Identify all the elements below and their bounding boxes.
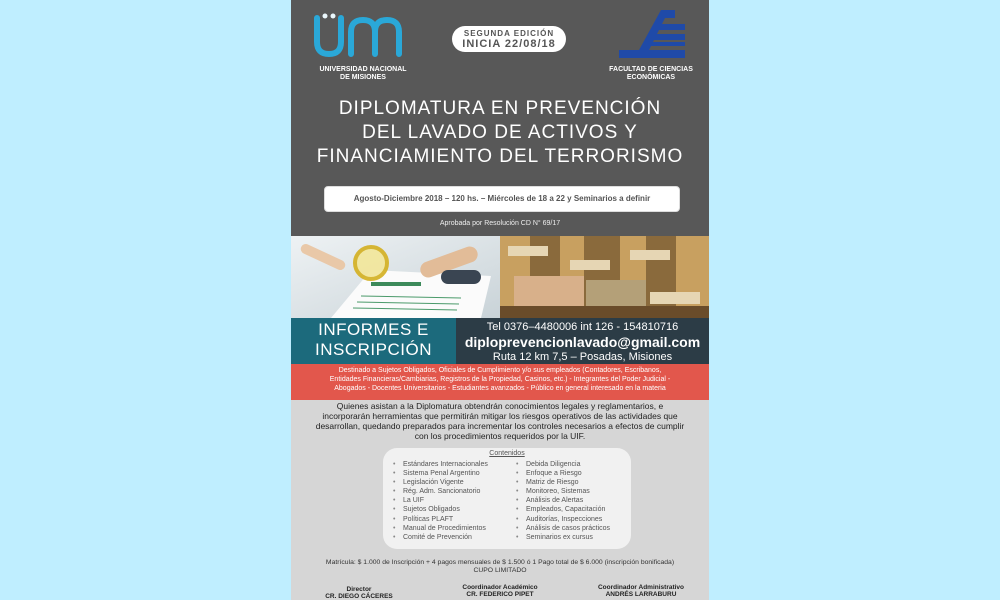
description-line-3: desarrollan, quedando preparados para incrementar los controles necesarios a efectos de cumplir: [315, 421, 685, 431]
contents-item: • Rég. Adm. Sancionatorio: [393, 488, 481, 496]
staff-role: Coordinador Administrativo: [597, 584, 685, 591]
contents-item-label: Debida Diligencia: [526, 461, 581, 468]
contents-item-label: Sistema Penal Argentino: [403, 470, 480, 478]
contact-info: [456, 320, 709, 364]
description-line-4: con los procedimientos requeridos por la UIF.: [414, 431, 586, 441]
title-line-2: DEL LAVADO DE ACTIVOS Y: [362, 122, 638, 143]
money-blocks-photo: [500, 236, 709, 318]
audience-line-1: Destinado a Sujetos Obligados, Oficiales de Cumplimiento y/o sus empleados (Contadores, Escribanos,: [338, 367, 662, 374]
contents-item: • Auditorías, Inspecciones: [516, 515, 603, 523]
contents-item-label: Sujetos Obligados: [403, 506, 460, 514]
contents-item-label: La UIF: [403, 497, 425, 505]
contents-item-label: Análisis de casos prácticos: [526, 524, 611, 532]
contents-item: • Legislación Vigente: [393, 479, 464, 487]
contents-item-label: Seminarios ex cursus: [526, 533, 593, 541]
contents-item: • Comité de Prevención: [393, 533, 472, 541]
academic-coordinator-credit: [440, 584, 560, 598]
contact-address: Ruta 12 km 7,5 – Posadas, Misiones: [492, 351, 673, 363]
description-line-2: incorporarán herramientas que permitirán mitigar los riesgos operativos de las actividades que: [322, 411, 678, 421]
audience-line-3: Abogados - Docentes Universitarios - Estudiantes avanzados - Público en general interesado en la materia: [334, 385, 666, 392]
contents-item-label: Matriz de Riesgo: [526, 479, 579, 487]
contact-phone: Tel 0376–4480006 int 126 - 154810716: [486, 321, 679, 333]
contents-item: • Manual de Procedimientos: [393, 524, 486, 532]
contents-item-label: Auditorías, Inspecciones: [526, 515, 603, 523]
contents-item: • Análisis de Alertas: [516, 497, 584, 505]
staff-name: CR. FEDERICO PIPET: [466, 591, 534, 598]
admin-coordinator-credit: [581, 584, 701, 598]
faculty-name: [599, 66, 703, 82]
contents-item: • Estándares Internacionales: [393, 461, 488, 468]
contents-item: • Sujetos Obligados: [393, 506, 460, 514]
program-description: [301, 401, 699, 441]
university-name: [313, 66, 413, 82]
fee-line: Matrícula: $ 1.000 de Inscripción + 4 pagos mensuales de $ 1.500 ó 1 Pago total de $ 6.000 (inscripción bonificada): [325, 559, 675, 566]
contents-item: • Análisis de casos prácticos: [516, 524, 611, 532]
contents-item-label: Enfoque a Riesgo: [526, 470, 582, 478]
informes-line-2: INSCRIPCIÓN: [315, 340, 432, 359]
poster: [291, 0, 709, 600]
contents-item-label: Estándares Internacionales: [403, 461, 488, 468]
title-line-1: DIPLOMATURA EN PREVENCIÓN: [338, 98, 662, 119]
fce-logo: [615, 6, 689, 66]
contents-item: • Monitoreo, Sistemas: [516, 488, 590, 496]
contents-item-label: Manual de Procedimientos: [403, 524, 486, 532]
contents-item: • Políticas PLAFT: [393, 515, 454, 523]
edition-label: SEGUNDA EDICIÓN: [463, 29, 555, 38]
contents-item: • Empleados, Capacitación: [516, 506, 606, 514]
contents-item-label: Comité de Prevención: [403, 533, 472, 541]
audience-box: [291, 364, 709, 402]
contents-list-right: [516, 460, 610, 542]
contents-item: • La UIF: [393, 497, 425, 505]
university-name-line-2: DE MISIONES: [340, 74, 386, 81]
contents-heading: Contenidos: [489, 450, 525, 457]
start-date: INICIA 22/08/18: [462, 38, 556, 50]
contents-item-label: Legislación Vigente: [403, 479, 464, 487]
university-name-line-1: UNIVERSIDAD NACIONAL: [319, 66, 407, 73]
contents-list-left: [393, 460, 488, 542]
unam-logo: [311, 12, 415, 62]
contact-email: diploprevencionlavado@gmail.com: [464, 334, 701, 350]
informes-line-1: INFORMES E: [318, 320, 429, 339]
staff-role: Director: [346, 586, 372, 593]
schedule-box: Agosto-Diciembre 2018 – 120 hs. – Miércoles de 18 a 22 y Seminarios a definir: [324, 186, 680, 212]
contents-item: • Enfoque a Riesgo: [516, 470, 582, 478]
director-credit: [299, 586, 419, 600]
contents-item: • Sistema Penal Argentino: [393, 470, 480, 478]
contents-item: • Debida Diligencia: [516, 461, 581, 468]
edition-badge: [452, 26, 566, 52]
contents-item-label: Empleados, Capacitación: [526, 506, 606, 514]
staff-name: ANDRÉS LARRABURU: [605, 591, 677, 598]
informes-heading: [291, 320, 456, 360]
title-line-3: FINANCIAMIENTO DEL TERRORISMO: [316, 146, 684, 167]
program-title: [291, 97, 709, 169]
contents-item-label: Rég. Adm. Sancionatorio: [403, 488, 481, 496]
limited-spots: CUPO LIMITADO: [473, 567, 527, 574]
approval-note: Aprobada por Resolución CD N° 69/17: [439, 220, 561, 227]
faculty-name-line-2: ECONÓMICAS: [626, 74, 676, 81]
audience-line-2: Entidades Financieras/Cambiarias, Registros de la Propiedad, Casinos, etc.) - Integrantes del Poder Judicial -: [329, 376, 671, 383]
contents-item: • Matriz de Riesgo: [516, 479, 579, 487]
faculty-name-line-1: FACULTAD DE CIENCIAS: [609, 66, 693, 73]
description-line-1: Quienes asistan a la Diplomatura obtendrán conocimientos legales y reglamentarios, e: [336, 401, 664, 411]
magnifier-document-photo: [291, 236, 500, 318]
contents-item: • Seminarios ex cursus: [516, 533, 593, 541]
contents-box: [383, 448, 631, 549]
contents-item-label: Análisis de Alertas: [526, 497, 584, 505]
contents-item-label: Monitoreo, Sistemas: [526, 488, 590, 496]
contents-item-label: Políticas PLAFT: [403, 515, 454, 523]
fee-info: [291, 559, 709, 575]
staff-role: Coordinador Académico: [462, 584, 538, 591]
staff-name: CR. DIEGO CÁCERES: [325, 593, 393, 600]
